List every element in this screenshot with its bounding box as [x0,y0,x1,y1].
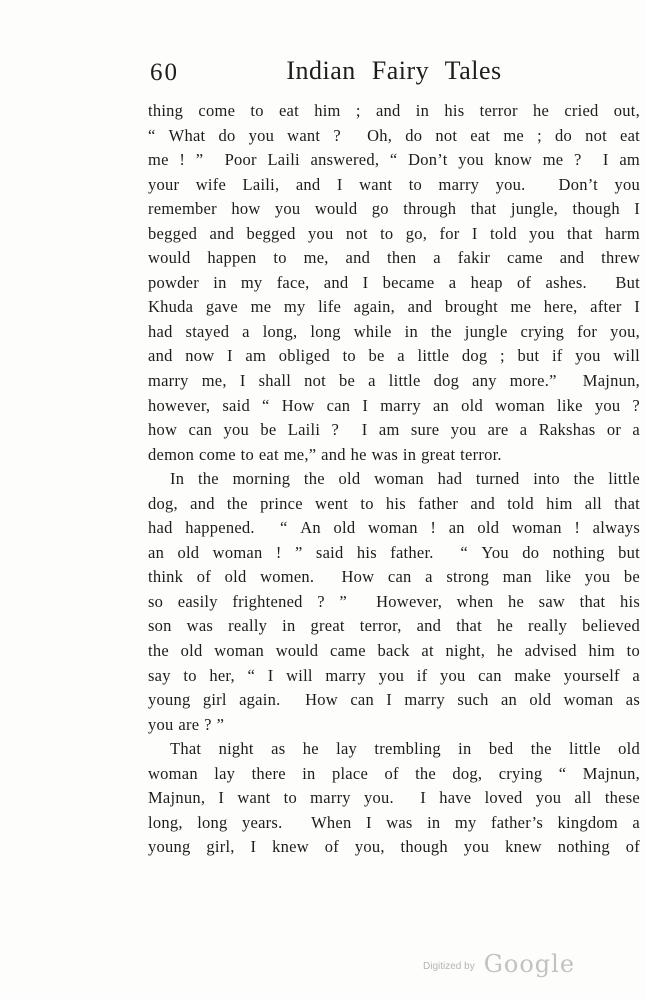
text-line: remember how you would go through that jungle, though I [148,199,640,219]
text-line: say to her, “ I will marry you if you can make yourself a [148,665,640,685]
digitized-by-label: Digitized by [423,961,475,972]
page-header [148,56,640,92]
page-text-block [148,99,640,860]
text-line: how can you be Laili ? I am sure you are a Rakshas or a [148,420,640,440]
text-line: powder in my face, and I became a heap of ashes. But [148,272,640,292]
text-line: demon come to eat me,” and he was in great terror. [148,444,502,464]
running-head-title: Indian Fairy Tales [286,56,502,85]
google-logo: Google [483,950,576,978]
text-line: think of old women. How can a strong man like you be [148,567,640,587]
text-line: had happened. “ An old woman ! an old woman ! always [148,518,640,538]
digitization-watermark [423,950,623,978]
text-line: That night as he lay trembling in bed the little old [170,739,640,759]
text-line: young girl, I knew of you, though you knew nothing of [148,837,640,857]
text-line: and now I am obliged to be a little dog ; but if you will [148,346,640,366]
text-line: would happen to me, and then a fakir came and threw [148,248,640,268]
text-line: long, long years. When I was in my father’s kingdom a [148,812,640,832]
text-line: your wife Laili, and I want to marry you. Don’t you [148,174,640,194]
text-line: Majnun, I want to marry you. I have loved you all these [148,788,640,808]
text-line: marry me, I shall not be a little dog any more.” Majnun, [148,371,640,391]
page-number: 60 [150,59,179,86]
text-line: In the morning the old woman had turned into the little [170,469,640,489]
text-line: thing come to eat him ; and in his terror he cried out, [148,101,640,120]
text-line: young girl again. How can I marry such an old woman as [148,690,640,710]
text-line: me ! ” Poor Laili answered, “ Don’t you know me ? I am [148,150,640,170]
text-line: Khuda gave me my life again, and brought me here, after I [148,297,640,317]
text-line: had stayed a long, long while in the jungle crying for you, [148,321,640,341]
text-line: woman lay there in place of the dog, crying “ Majnun, [148,763,640,783]
text-line: son was really in great terror, and that he really believed [148,616,640,636]
text-line: so easily frightened ? ” However, when he saw that his [148,591,640,611]
text-line: begged and begged you not to go, for I told you that harm [148,223,640,243]
text-line: however, said “ How can I marry an old woman like you ? [148,395,640,415]
text-line: “ What do you want ? Oh, do not eat me ; do not eat [148,125,640,145]
text-line: the old woman would came back at night, he advised him to [148,641,640,661]
text-line: an old woman ! ” said his father. “ You do nothing but [148,542,640,562]
text-line: dog, and the prince went to his father and told him all that [148,493,640,513]
text-line: you are ? ” [148,714,225,734]
